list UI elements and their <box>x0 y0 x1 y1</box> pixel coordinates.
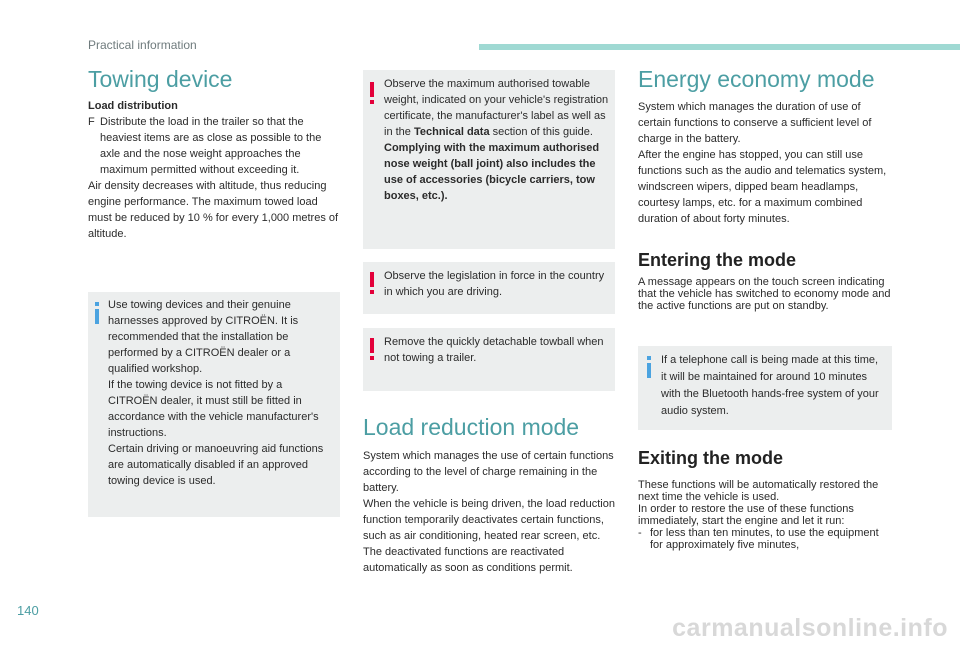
entering-text: A message appears on the touch screen indicating that the vehicle has switched to economy mode and the active functions are put on standby. <box>638 276 891 312</box>
warning-box-towball <box>363 328 615 391</box>
page-number: 140 <box>17 603 39 618</box>
entering-title: Entering the mode <box>638 250 797 270</box>
info-text-3: Certain driving or manoeuvring aid functions are automatically disabled if an approved towing device is used. <box>108 443 324 487</box>
dash-marker: - <box>638 527 642 539</box>
dash-text: for less than ten minutes, to use the equipment for approximately five minutes, <box>650 527 879 551</box>
exiting-title: Exiting the mode <box>638 448 784 468</box>
exiting-text-1: These functions will be automatically restored the next time the vehicle is used. <box>638 479 879 503</box>
towing-title: Towing device <box>88 66 233 92</box>
towing-info-box <box>88 292 340 517</box>
warning-box-weight <box>363 70 615 249</box>
warning-text-weight: Observe the maximum authorised towable weight, indicated on your vehicle's registration certificate, the manufacturer's label as well as in the Technical data section of this guide. Complying with the maximum authorised nose weight (ball joint) also includes the use of accessories (bicycle carriers, tow boxes, etc.). <box>384 78 609 202</box>
energy-column <box>638 64 892 312</box>
watermark: carmanualsonline.info <box>672 614 948 642</box>
energy-info-text: If a telephone call is being made at this time, it will be maintained for around 10 minutes with the Bluetooth hands-free system of your audio system. <box>661 354 879 417</box>
exiting-section <box>638 447 892 551</box>
energy-title: Energy economy mode <box>638 66 875 92</box>
list-item <box>638 527 892 551</box>
warning-box-legislation <box>363 262 615 314</box>
info-text-2: If the towing device is not fitted by a CITROËN dealer, it must still be fitted in accordance with the vehicle manufacturer's instructions. <box>108 379 319 439</box>
warning-text-towball: Remove the quickly detachable towball when not towing a trailer. <box>384 336 604 364</box>
energy-info-box <box>638 346 892 430</box>
section-label: Practical information <box>88 38 197 52</box>
load-distribution-heading: Load distribution <box>88 100 178 112</box>
load-distribution-block <box>88 98 340 242</box>
bullet-marker: F <box>88 116 95 128</box>
warning-text-legislation: Observe the legislation in force in the country in which you are driving. <box>384 270 605 298</box>
header-accent-bar <box>479 44 960 50</box>
energy-text-1: System which manages the duration of use of certain functions to conserve a sufficient level of charge in the battery. <box>638 101 872 145</box>
list-item <box>88 114 340 178</box>
bullet-text: Distribute the load in the trailer so that the heaviest items are as close as possible to the axle and the nose weight approaches the maximum permitted without exceeding it. <box>100 116 322 176</box>
energy-text-2: After the engine has stopped, you can still use functions such as the audio and telematics system, windscreen wipers, dipped beam headlamps, courtesy lamps, etc. for a maximum combined duration of about forty minutes. <box>638 149 887 225</box>
altitude-text: Air density decreases with altitude, thus reducing engine performance. The maximum towed load must be reduced by 10 % for every 1,000 metres of altitude. <box>88 180 339 240</box>
exiting-text-2: In order to restore the use of these functions immediately, start the engine and let it run: <box>638 503 854 527</box>
load-reduction-text-1: System which manages the use of certain functions according to the level of charge remaining in the battery. <box>363 450 614 494</box>
load-reduction-title: Load reduction mode <box>363 414 580 440</box>
towing-column <box>88 64 340 242</box>
info-text-1: Use towing devices and their genuine harnesses approved by CITROËN. It is recommended that the installation be performed by a CITROËN dealer or a qualified workshop. <box>108 299 299 375</box>
load-reduction-text-2: When the vehicle is being driven, the load reduction function temporarily deactivates certain functions, such as air conditioning, heated rear screen, etc. <box>363 498 615 542</box>
load-reduction-text-3: The deactivated functions are reactivated automatically as soon as conditions permit. <box>363 546 573 574</box>
load-reduction-section <box>363 412 615 576</box>
